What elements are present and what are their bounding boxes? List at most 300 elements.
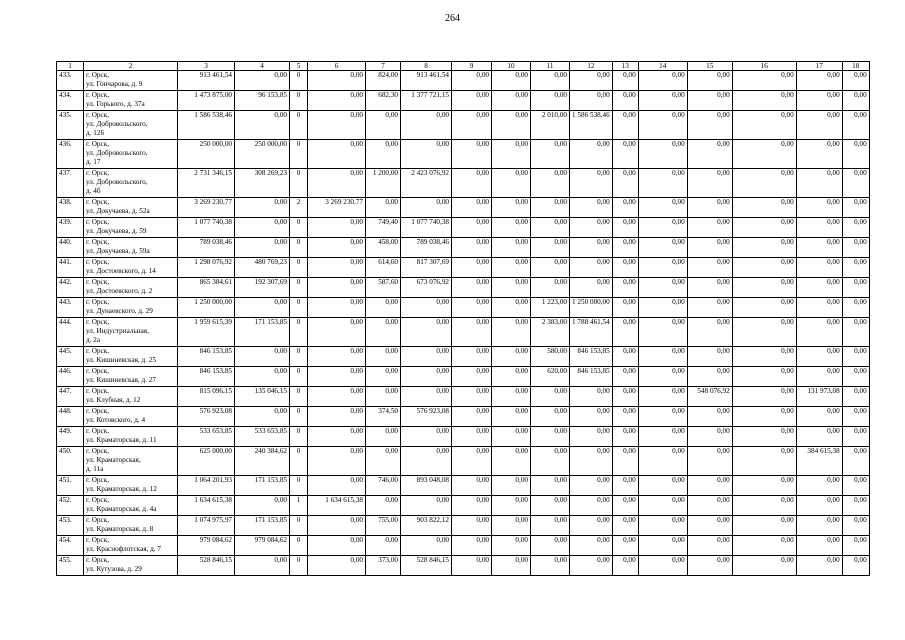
value-cell: 0,00 bbox=[612, 258, 638, 278]
value-cell: 0,00 bbox=[308, 111, 366, 140]
value-cell: 0,00 bbox=[842, 71, 869, 91]
value-cell: 0,00 bbox=[732, 318, 796, 347]
value-cell: 0,00 bbox=[492, 278, 531, 298]
value-cell: 0,00 bbox=[366, 536, 401, 556]
value-cell: 0,00 bbox=[612, 318, 638, 347]
value-cell: 0,00 bbox=[235, 298, 290, 318]
value-cell: 0,00 bbox=[638, 427, 687, 447]
value-cell: 131 973,08 bbox=[796, 387, 842, 407]
value-cell: 0,00 bbox=[796, 169, 842, 198]
table-row bbox=[57, 496, 870, 516]
value-cell: 0,00 bbox=[732, 298, 796, 318]
value-cell: 0,00 bbox=[452, 198, 492, 218]
value-cell: 0,00 bbox=[452, 91, 492, 111]
value-cell: 2 423 076,92 bbox=[401, 169, 452, 198]
value-cell: 0,00 bbox=[366, 298, 401, 318]
value-cell: 171 153,85 bbox=[235, 476, 290, 496]
value-cell: 0,00 bbox=[401, 298, 452, 318]
value-cell: 0,00 bbox=[796, 536, 842, 556]
value-cell: 1 200,00 bbox=[366, 169, 401, 198]
address-cell bbox=[84, 476, 178, 496]
value-cell: 0,00 bbox=[531, 91, 570, 111]
value-cell: 893 048,08 bbox=[401, 476, 452, 496]
value-cell: 0,00 bbox=[452, 238, 492, 258]
value-cell: 0,00 bbox=[732, 111, 796, 140]
value-cell: 0,00 bbox=[842, 516, 869, 536]
column-header: 8 bbox=[401, 62, 452, 71]
row-number: 452. bbox=[57, 496, 84, 516]
value-cell: 0,00 bbox=[366, 140, 401, 169]
column-header: 9 bbox=[452, 62, 492, 71]
row-number: 433. bbox=[57, 71, 84, 91]
value-cell: 0,00 bbox=[732, 238, 796, 258]
value-cell: 0,00 bbox=[452, 169, 492, 198]
value-cell: 0,00 bbox=[308, 387, 366, 407]
value-cell: 0,00 bbox=[732, 140, 796, 169]
value-cell: 0,00 bbox=[842, 91, 869, 111]
value-cell: 0,00 bbox=[308, 71, 366, 91]
value-cell: 0,00 bbox=[687, 258, 732, 278]
value-cell: 0 bbox=[290, 140, 308, 169]
value-cell: 0,00 bbox=[732, 278, 796, 298]
value-cell: 0,00 bbox=[452, 367, 492, 387]
row-number: 435. bbox=[57, 111, 84, 140]
address-line: г. Орск, bbox=[86, 91, 109, 99]
address-line: г. Орск, bbox=[86, 258, 109, 266]
table-row bbox=[57, 91, 870, 111]
value-cell: 0,00 bbox=[796, 198, 842, 218]
address-line: г. Орск, bbox=[86, 496, 109, 504]
value-cell: 0,00 bbox=[366, 111, 401, 140]
value-cell: 0,00 bbox=[732, 347, 796, 367]
address-line: ул. Краматорская, д. 12 bbox=[86, 484, 157, 493]
table-row bbox=[57, 111, 870, 140]
address-line: г. Орск, bbox=[86, 387, 109, 395]
address-cell bbox=[84, 556, 178, 576]
value-cell: 0,00 bbox=[842, 318, 869, 347]
value-cell: 0,00 bbox=[235, 198, 290, 218]
value-cell: 0,00 bbox=[452, 278, 492, 298]
value-cell: 865 384,61 bbox=[178, 278, 235, 298]
value-cell: 0,00 bbox=[308, 238, 366, 258]
value-cell: 587,60 bbox=[366, 278, 401, 298]
value-cell: 0,00 bbox=[570, 258, 613, 278]
value-cell: 0,00 bbox=[492, 91, 531, 111]
value-cell: 0,00 bbox=[531, 536, 570, 556]
value-cell: 0 bbox=[290, 278, 308, 298]
address-line: д. 2а bbox=[86, 335, 101, 344]
value-cell: 0,00 bbox=[570, 140, 613, 169]
value-cell: 846 153,85 bbox=[178, 367, 235, 387]
value-cell: 0,00 bbox=[235, 407, 290, 427]
value-cell: 620,00 bbox=[531, 367, 570, 387]
value-cell: 0 bbox=[290, 476, 308, 496]
value-cell: 1 074 975,97 bbox=[178, 516, 235, 536]
row-number: 445. bbox=[57, 347, 84, 367]
value-cell: 0,00 bbox=[732, 218, 796, 238]
value-cell: 0,00 bbox=[492, 347, 531, 367]
value-cell: 0,00 bbox=[842, 496, 869, 516]
value-cell: 846 153,85 bbox=[570, 347, 613, 367]
value-cell: 0,00 bbox=[452, 556, 492, 576]
table-row bbox=[57, 427, 870, 447]
address-line: ул. Достоевского, д. 2 bbox=[86, 286, 153, 295]
value-cell: 625 000,00 bbox=[178, 447, 235, 476]
value-cell: 0,00 bbox=[638, 238, 687, 258]
value-cell: 0,00 bbox=[570, 447, 613, 476]
value-cell: 0,00 bbox=[732, 447, 796, 476]
value-cell: 0,00 bbox=[796, 278, 842, 298]
value-cell: 0,00 bbox=[366, 447, 401, 476]
value-cell: 0,00 bbox=[235, 347, 290, 367]
value-cell: 0,00 bbox=[638, 140, 687, 169]
row-number: 440. bbox=[57, 238, 84, 258]
value-cell: 2 010,00 bbox=[531, 111, 570, 140]
table-row bbox=[57, 198, 870, 218]
value-cell: 1 586 538,46 bbox=[570, 111, 613, 140]
value-cell: 0,00 bbox=[401, 198, 452, 218]
table-row bbox=[57, 447, 870, 476]
address-cell bbox=[84, 318, 178, 347]
address-line: ул. Добровольского, bbox=[86, 119, 148, 128]
value-cell: 0,00 bbox=[452, 536, 492, 556]
row-number: 446. bbox=[57, 367, 84, 387]
value-cell: 817 307,69 bbox=[401, 258, 452, 278]
value-cell: 0,00 bbox=[401, 496, 452, 516]
value-cell: 0,00 bbox=[531, 238, 570, 258]
value-cell: 0,00 bbox=[452, 407, 492, 427]
value-cell: 0,00 bbox=[687, 140, 732, 169]
value-cell: 0,00 bbox=[638, 347, 687, 367]
address-line: г. Орск, bbox=[86, 407, 109, 415]
value-cell: 0,00 bbox=[638, 367, 687, 387]
value-cell: 0,00 bbox=[531, 198, 570, 218]
value-cell: 0,00 bbox=[796, 407, 842, 427]
value-cell: 0,00 bbox=[492, 447, 531, 476]
value-cell: 1 634 615,38 bbox=[308, 496, 366, 516]
value-cell: 0,00 bbox=[235, 238, 290, 258]
table-row bbox=[57, 140, 870, 169]
value-cell: 0,00 bbox=[842, 218, 869, 238]
value-cell: 0,00 bbox=[687, 536, 732, 556]
value-cell: 0,00 bbox=[308, 218, 366, 238]
value-cell: 0,00 bbox=[796, 318, 842, 347]
value-cell: 0 bbox=[290, 407, 308, 427]
address-line: ул. Краматорская, bbox=[86, 455, 141, 464]
value-cell: 0,00 bbox=[570, 71, 613, 91]
value-cell: 0,00 bbox=[492, 318, 531, 347]
address-line: ул. Дунаевского, д. 29 bbox=[86, 306, 153, 315]
value-cell: 0,00 bbox=[687, 476, 732, 496]
address-line: г. Орск, bbox=[86, 427, 109, 435]
value-cell: 0,00 bbox=[687, 198, 732, 218]
table-row bbox=[57, 347, 870, 367]
value-cell: 0,00 bbox=[796, 516, 842, 536]
value-cell: 0,00 bbox=[235, 111, 290, 140]
value-cell: 480 769,23 bbox=[235, 258, 290, 278]
value-cell: 0,00 bbox=[492, 298, 531, 318]
value-cell: 0,00 bbox=[796, 238, 842, 258]
value-cell: 0,00 bbox=[732, 367, 796, 387]
value-cell: 0,00 bbox=[796, 427, 842, 447]
value-cell: 0,00 bbox=[732, 516, 796, 536]
value-cell: 0 bbox=[290, 218, 308, 238]
value-cell: 0,00 bbox=[308, 298, 366, 318]
value-cell: 0,00 bbox=[452, 298, 492, 318]
value-cell: 0,00 bbox=[492, 476, 531, 496]
address-line: д. 4б bbox=[86, 186, 101, 195]
row-number: 444. bbox=[57, 318, 84, 347]
row-number: 439. bbox=[57, 218, 84, 238]
value-cell: 0,00 bbox=[732, 536, 796, 556]
value-cell: 0,00 bbox=[732, 496, 796, 516]
value-cell: 0,00 bbox=[401, 447, 452, 476]
column-header: 16 bbox=[732, 62, 796, 71]
value-cell: 1 077 740,38 bbox=[178, 218, 235, 238]
table-row bbox=[57, 387, 870, 407]
table-body bbox=[57, 71, 870, 576]
address-cell bbox=[84, 218, 178, 238]
value-cell: 0,00 bbox=[842, 238, 869, 258]
address-cell bbox=[84, 258, 178, 278]
value-cell: 0,00 bbox=[796, 91, 842, 111]
page-number: 264 bbox=[445, 13, 460, 24]
value-cell: 0,00 bbox=[687, 516, 732, 536]
value-cell: 0,00 bbox=[687, 556, 732, 576]
column-header: 15 bbox=[687, 62, 732, 71]
value-cell: 2 731 346,15 bbox=[178, 169, 235, 198]
value-cell: 0,00 bbox=[842, 387, 869, 407]
value-cell: 0,00 bbox=[570, 427, 613, 447]
value-cell: 0,00 bbox=[842, 258, 869, 278]
value-cell: 1 064 201,93 bbox=[178, 476, 235, 496]
table-row bbox=[57, 238, 870, 258]
row-number: 438. bbox=[57, 198, 84, 218]
value-cell: 0,00 bbox=[732, 258, 796, 278]
value-cell: 0,00 bbox=[638, 387, 687, 407]
value-cell: 0,00 bbox=[492, 556, 531, 576]
value-cell: 0,00 bbox=[531, 427, 570, 447]
value-cell: 0,00 bbox=[612, 447, 638, 476]
address-line: д. 17 bbox=[86, 157, 101, 166]
value-cell: 0,00 bbox=[452, 318, 492, 347]
address-line: г. Орск, bbox=[86, 516, 109, 524]
value-cell: 0,00 bbox=[842, 367, 869, 387]
row-number: 437. bbox=[57, 169, 84, 198]
value-cell: 0,00 bbox=[842, 347, 869, 367]
row-number: 447. bbox=[57, 387, 84, 407]
row-number: 442. bbox=[57, 278, 84, 298]
address-line: г. Орск, bbox=[86, 318, 109, 326]
value-cell: 0,00 bbox=[732, 387, 796, 407]
value-cell: 2 383,00 bbox=[531, 318, 570, 347]
address-line: г. Орск, bbox=[86, 298, 109, 306]
value-cell: 0,00 bbox=[687, 318, 732, 347]
value-cell: 0,00 bbox=[638, 278, 687, 298]
row-number: 449. bbox=[57, 427, 84, 447]
value-cell: 250 000,00 bbox=[178, 140, 235, 169]
value-cell: 0,00 bbox=[308, 278, 366, 298]
table-row bbox=[57, 278, 870, 298]
value-cell: 0,00 bbox=[612, 238, 638, 258]
value-cell: 0 bbox=[290, 318, 308, 347]
row-number: 434. bbox=[57, 91, 84, 111]
value-cell: 0,00 bbox=[308, 318, 366, 347]
value-cell: 1 959 615,39 bbox=[178, 318, 235, 347]
address-cell bbox=[84, 367, 178, 387]
value-cell: 0,00 bbox=[638, 447, 687, 476]
value-cell: 0,00 bbox=[235, 71, 290, 91]
column-header: 11 bbox=[531, 62, 570, 71]
value-cell: 0 bbox=[290, 111, 308, 140]
value-cell: 0,00 bbox=[842, 278, 869, 298]
address-line: г. Орск, bbox=[86, 140, 109, 148]
value-cell: 0,00 bbox=[638, 169, 687, 198]
value-cell: 0,00 bbox=[492, 258, 531, 278]
value-cell: 0 bbox=[290, 347, 308, 367]
address-line: г. Орск, bbox=[86, 536, 109, 544]
address-cell bbox=[84, 447, 178, 476]
value-cell: 0,00 bbox=[638, 218, 687, 238]
value-cell: 0,00 bbox=[570, 91, 613, 111]
table-row bbox=[57, 556, 870, 576]
value-cell: 0 bbox=[290, 536, 308, 556]
value-cell: 0,00 bbox=[570, 238, 613, 258]
value-cell: 0,00 bbox=[531, 556, 570, 576]
value-cell: 0,00 bbox=[612, 367, 638, 387]
value-cell: 0,00 bbox=[842, 447, 869, 476]
value-cell: 0,00 bbox=[612, 91, 638, 111]
value-cell: 0,00 bbox=[452, 447, 492, 476]
column-number-row bbox=[57, 62, 870, 71]
value-cell: 0,00 bbox=[492, 169, 531, 198]
column-header: 10 bbox=[492, 62, 531, 71]
value-cell: 0,00 bbox=[492, 218, 531, 238]
value-cell: 0,00 bbox=[531, 447, 570, 476]
value-cell: 0,00 bbox=[531, 476, 570, 496]
value-cell: 979 084,62 bbox=[178, 536, 235, 556]
value-cell: 0 bbox=[290, 556, 308, 576]
address-line: г. Орск, bbox=[86, 238, 109, 246]
value-cell: 1 250 000,00 bbox=[570, 298, 613, 318]
value-cell: 0,00 bbox=[308, 516, 366, 536]
row-number: 451. bbox=[57, 476, 84, 496]
value-cell: 0,00 bbox=[612, 169, 638, 198]
value-cell: 0,00 bbox=[570, 387, 613, 407]
value-cell: 0,00 bbox=[452, 71, 492, 91]
value-cell: 0,00 bbox=[492, 496, 531, 516]
value-cell: 0,00 bbox=[687, 71, 732, 91]
address-line: ул. Докучаева, д. 59 bbox=[86, 226, 147, 235]
table-row bbox=[57, 298, 870, 318]
table-row bbox=[57, 318, 870, 347]
address-line: ул. Краматорская, д. 11 bbox=[86, 435, 157, 444]
value-cell: 0,00 bbox=[687, 427, 732, 447]
value-cell: 0,00 bbox=[401, 111, 452, 140]
address-cell bbox=[84, 278, 178, 298]
value-cell: 0,00 bbox=[452, 516, 492, 536]
value-cell: 789 038,46 bbox=[178, 238, 235, 258]
address-line: ул. Краматорская, д. 4а bbox=[86, 504, 157, 513]
row-number: 455. bbox=[57, 556, 84, 576]
address-line: ул. Краматорская, д. 8 bbox=[86, 524, 154, 533]
value-cell: 0,00 bbox=[452, 387, 492, 407]
value-cell: 0,00 bbox=[612, 536, 638, 556]
address-line: г. Орск, bbox=[86, 218, 109, 226]
address-line: ул. Добровольского, bbox=[86, 148, 148, 157]
address-cell bbox=[84, 111, 178, 140]
value-cell: 0,00 bbox=[452, 496, 492, 516]
value-cell: 0,00 bbox=[570, 169, 613, 198]
table-row bbox=[57, 258, 870, 278]
value-cell: 0 bbox=[290, 238, 308, 258]
address-cell bbox=[84, 71, 178, 91]
value-cell: 576 923,08 bbox=[401, 407, 452, 427]
value-cell: 0,00 bbox=[492, 516, 531, 536]
value-cell: 2 bbox=[290, 198, 308, 218]
value-cell: 0,00 bbox=[492, 198, 531, 218]
value-cell: 0,00 bbox=[492, 536, 531, 556]
value-cell: 0,00 bbox=[638, 258, 687, 278]
value-cell: 0,00 bbox=[732, 169, 796, 198]
value-cell: 0,00 bbox=[796, 218, 842, 238]
value-cell: 0,00 bbox=[570, 536, 613, 556]
value-cell: 0 bbox=[290, 71, 308, 91]
value-cell: 0,00 bbox=[638, 536, 687, 556]
value-cell: 0,00 bbox=[732, 198, 796, 218]
value-cell: 0,00 bbox=[842, 198, 869, 218]
value-cell: 0,00 bbox=[842, 427, 869, 447]
value-cell: 0,00 bbox=[612, 387, 638, 407]
value-cell: 0,00 bbox=[401, 387, 452, 407]
value-cell: 746,00 bbox=[366, 476, 401, 496]
value-cell: 533 653,85 bbox=[235, 427, 290, 447]
value-cell: 240 384,62 bbox=[235, 447, 290, 476]
address-line: ул. Кишиневская, д. 25 bbox=[86, 355, 156, 364]
address-cell bbox=[84, 238, 178, 258]
address-cell bbox=[84, 496, 178, 516]
value-cell: 0,00 bbox=[452, 111, 492, 140]
value-cell: 0,00 bbox=[796, 556, 842, 576]
value-cell: 0,00 bbox=[452, 218, 492, 238]
address-line: д. 11а bbox=[86, 464, 104, 473]
value-cell: 1 377 721,15 bbox=[401, 91, 452, 111]
address-line: ул. Гончарова, д. 9 bbox=[86, 79, 143, 88]
value-cell: 373,00 bbox=[366, 556, 401, 576]
value-cell: 0,00 bbox=[612, 427, 638, 447]
table-row bbox=[57, 536, 870, 556]
value-cell: 0,00 bbox=[612, 496, 638, 516]
value-cell: 1 634 615,38 bbox=[178, 496, 235, 516]
value-cell: 0,00 bbox=[235, 496, 290, 516]
value-cell: 824,00 bbox=[366, 71, 401, 91]
column-header: 18 bbox=[842, 62, 869, 71]
value-cell: 682,30 bbox=[366, 91, 401, 111]
row-number: 450. bbox=[57, 447, 84, 476]
value-cell: 0,00 bbox=[308, 367, 366, 387]
value-cell: 1 250 000,00 bbox=[178, 298, 235, 318]
register-table bbox=[56, 61, 870, 576]
value-cell: 0,00 bbox=[638, 407, 687, 427]
value-cell: 192 307,69 bbox=[235, 278, 290, 298]
value-cell: 171 153,85 bbox=[235, 516, 290, 536]
value-cell: 0,00 bbox=[638, 198, 687, 218]
value-cell: 0 bbox=[290, 516, 308, 536]
address-cell bbox=[84, 198, 178, 218]
value-cell: 576 923,08 bbox=[178, 407, 235, 427]
value-cell: 0,00 bbox=[732, 476, 796, 496]
value-cell: 0,00 bbox=[687, 238, 732, 258]
